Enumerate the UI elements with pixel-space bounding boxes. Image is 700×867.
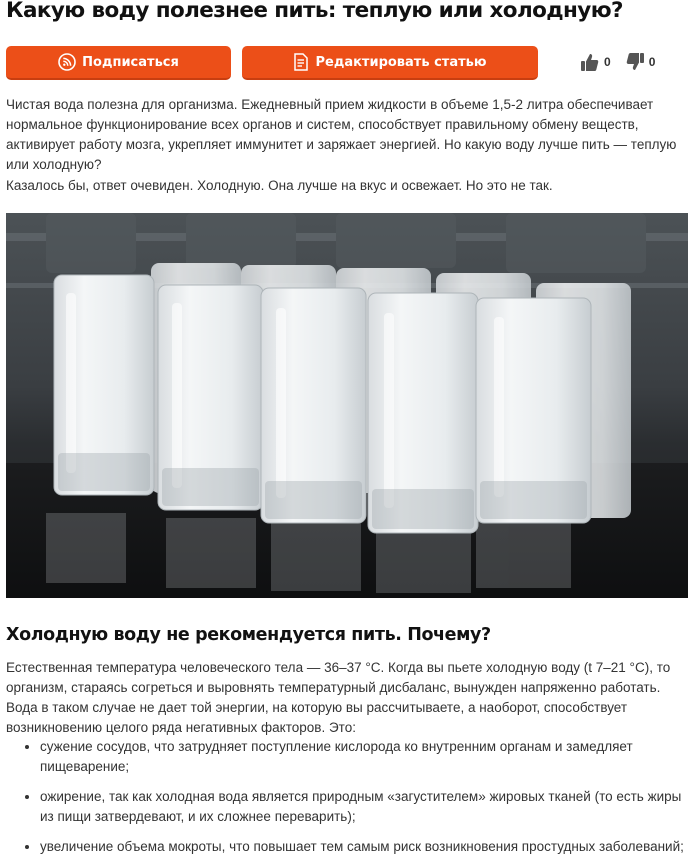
edit-document-icon <box>293 53 309 71</box>
vote-bar <box>580 52 669 72</box>
list-item: • сужение сосудов, что затрудняет поступление кислорода ко внутренним органам и замедляет пищеварение; <box>40 737 688 777</box>
edit-article-button[interactable] <box>242 46 538 80</box>
intro-paragraph: Чистая вода полезна для организма. Ежедневный прием жидкости в объеме 1,5-2 литра обеспечивает нормальное функционирование всех органов и систем, способствует правильному обмену веществ, активирует работу мозга, укрепляет иммунитет и заряжает энергией. Но какую воду лучше пить — теплую или холодную? <box>6 97 677 172</box>
list-item: • увеличение объема мокроты, что повышает тем самым риск возникновения простудных заболеваний; <box>40 837 688 857</box>
bullet-list <box>6 737 688 867</box>
rss-icon <box>58 53 76 71</box>
article-title: Какую воду полезнее пить: теплую или холодную? <box>6 0 623 23</box>
section-title: Холодную воду не рекомендуется пить. Почему? <box>6 625 491 645</box>
section-paragraph: Естественная температура человеческого тела — 36–37 °С. Когда вы пьете холодную воду (t 7–21 °С), то организм, стараясь согреться и выровнять температурный дисбаланс, вынужден напряженно работать. Вода в таком случае не дает той энергии, на которую вы рассчитываете, а наоборот, способствует возникновению целого ряда негативных факторов. Это: <box>6 660 671 735</box>
dislike-button[interactable] <box>625 52 656 72</box>
edit-article-label: Редактировать статью <box>315 54 487 70</box>
dislikes-count: 0 <box>648 55 656 69</box>
likes-count: 0 <box>604 55 611 69</box>
thumbs-down-icon <box>625 52 645 72</box>
thumbs-up-icon <box>580 52 600 72</box>
article-photo <box>6 213 688 598</box>
lead-paragraph: Казалось бы, ответ очевиден. Холодную. Она лучше на вкус и освежает. Но это не так. <box>6 178 553 193</box>
subscribe-button[interactable] <box>6 46 231 80</box>
subscribe-label: Подписаться <box>82 54 179 70</box>
list-item: • ожирение, так как холодная вода является природным «загустителем» жировых тканей (то есть жиры из пищи затвердевают, и их сложнее переварить); <box>40 787 688 827</box>
like-button[interactable] <box>580 52 611 72</box>
